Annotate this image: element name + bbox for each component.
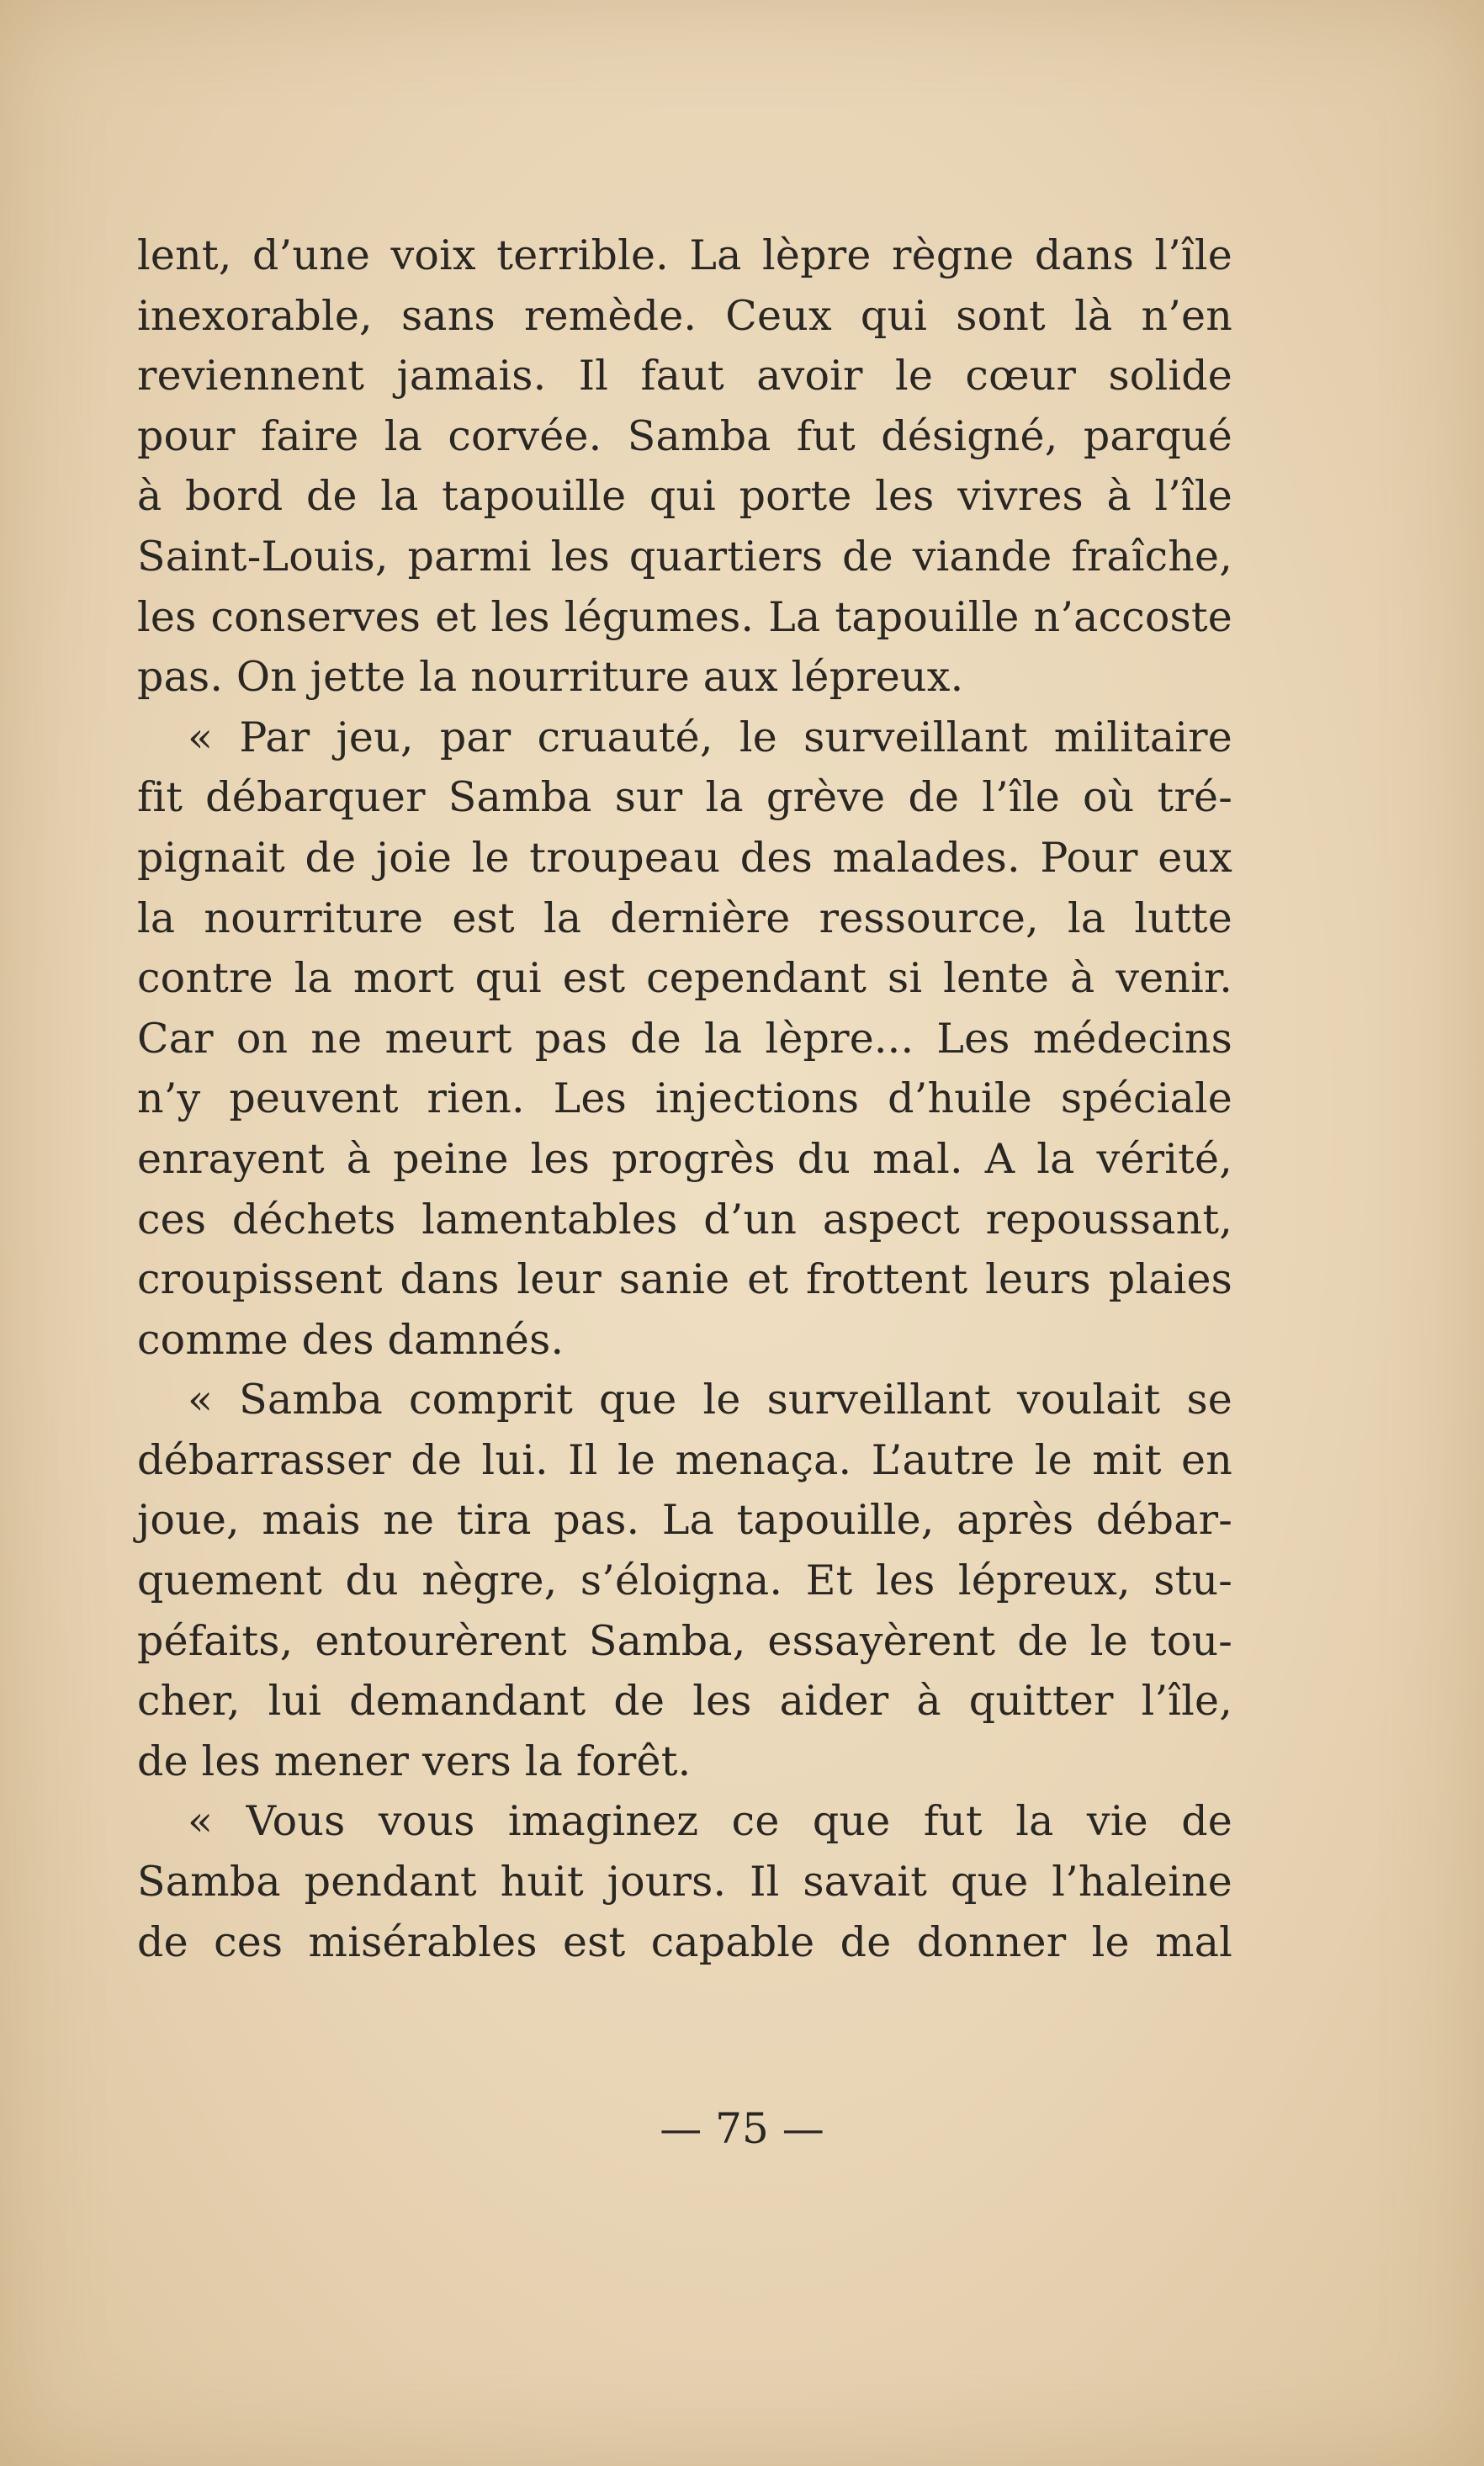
text-line: la nourriture est la dernière ressource, la lutte [137,894,1232,942]
text-line: Car on ne meurt pas de la lèpre... Les médecins [137,1014,1232,1063]
text-line: de ces misérables est capable de donner le mal [137,1917,1232,1966]
text-line: quement du nègre, s’éloigna. Et les lépreux, stu- [137,1556,1232,1605]
text-line: pas. On jette la nourriture aux lépreux. [137,653,964,702]
text-line: comme des damnés. [137,1315,564,1364]
text-line: « Samba comprit que le surveillant voulait se [188,1376,1232,1424]
text-line: joue, mais ne tira pas. La tapouille, après débar- [137,1496,1232,1545]
text-line: pour faire la corvée. Samba fut désigné, parqué [137,411,1232,460]
body-text [137,225,1232,1972]
text-line: débarrasser de lui. Il le menaça. L’autre le mit en [137,1435,1232,1484]
text-line: croupissent dans leur sanie et frottent leurs plaies [137,1255,1232,1304]
text-line: « Vous vous imaginez ce que fut la vie de [188,1797,1232,1846]
text-line: pignait de joie le troupeau des malades. Pour eux [137,833,1232,882]
text-line: « Par jeu, par cruauté, le surveillant militaire [188,713,1232,761]
text-line: ces déchets lamentables d’un aspect repoussant, [137,1195,1232,1244]
text-line: cher, lui demandant de les aider à quitter l’île, [137,1677,1232,1726]
text-line: Samba pendant huit jours. Il savait que l’haleine [137,1858,1232,1907]
text-line: Saint-Louis, parmi les quartiers de viande fraîche, [137,532,1232,581]
text-line: péfaits, entourèrent Samba, essayèrent de le tou- [137,1616,1232,1665]
text-line: inexorable, sans remède. Ceux qui sont là n’en [137,291,1232,340]
text-line: lent, d’une voix terrible. La lèpre règne dans l’île [137,231,1232,279]
page-number: — 75 — [660,2104,824,2153]
text-line: de les mener vers la forêt. [137,1737,692,1785]
text-line: enrayent à peine les progrès du mal. A la vérité, [137,1134,1232,1183]
text-line: les conserves et les légumes. La tapouille n’accoste [137,592,1232,641]
text-line: à bord de la tapouille qui porte les vivres à l’île [137,472,1232,521]
text-line: contre la mort qui est cependant si lente à venir. [137,954,1232,1003]
text-line: n’y peuvent rien. Les injections d’huile spéciale [137,1074,1232,1123]
text-line: reviennent jamais. Il faut avoir le cœur solide [137,352,1232,400]
text-line: fit débarquer Samba sur la grève de l’île où tré- [137,773,1232,822]
